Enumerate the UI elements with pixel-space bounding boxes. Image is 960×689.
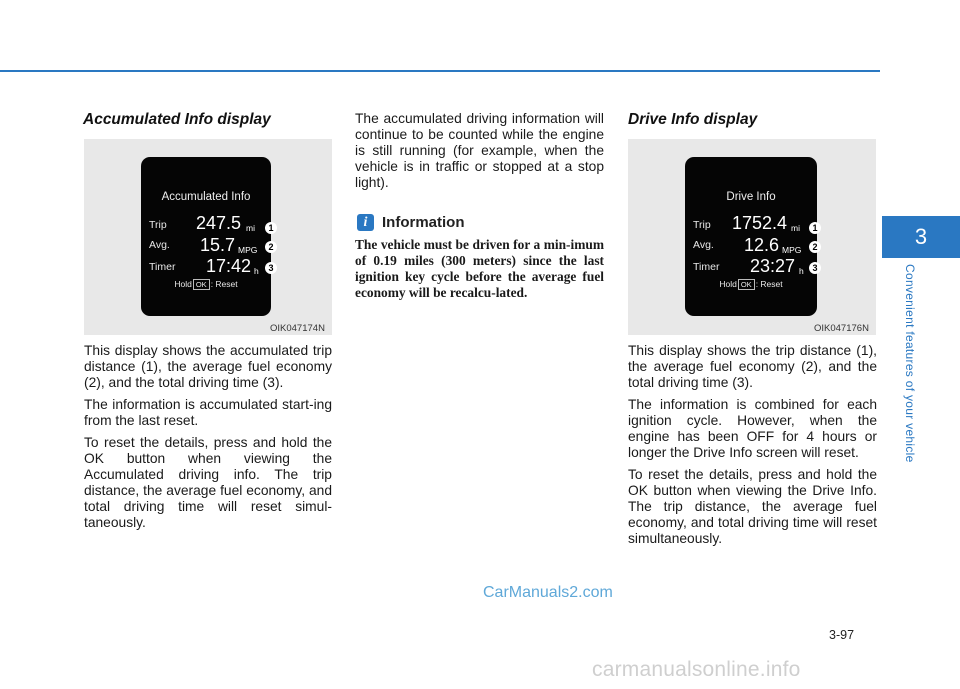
information-text: The vehicle must be driven for a min-imum of 0.19 miles (300 meters) since the last ignition key cycle before the average fuel economy will be recalcu-lated.: [355, 237, 604, 300]
paragraph: The accumulated driving information will continue to be counted while the engine is still running (for example, when the vehicle is in traffic or stopped at a stop light).: [355, 111, 604, 190]
screen-title: Accumulated Info: [161, 191, 251, 203]
trip-value: 247.5: [195, 213, 241, 233]
avg-label: Avg.: [693, 239, 714, 251]
chapter-number: 3: [914, 224, 928, 249]
figure-code: OIK047176N: [814, 323, 869, 334]
avg-unit: MPG: [238, 245, 258, 255]
callout-2: 2: [265, 241, 277, 253]
timer-unit: h: [799, 266, 804, 276]
callout-3: 3: [265, 262, 277, 274]
accumulated-figure: [84, 139, 332, 335]
avg-label: Avg.: [149, 239, 170, 251]
screen-title: Drive Info: [726, 191, 776, 203]
hold-reset-hint: [141, 279, 271, 290]
paragraph: This display shows the accumulated trip distance (1), the average fuel economy (2), and the total driving time (3).: [84, 343, 332, 390]
callout-1: 1: [809, 222, 821, 234]
trip-unit: mi: [246, 223, 255, 233]
avg-value: 12.6: [743, 235, 779, 255]
hold-suffix: : Reset: [210, 279, 238, 289]
chapter-tab: [882, 216, 960, 258]
timer-label: Timer: [149, 261, 176, 273]
hold-prefix: Hold: [174, 279, 192, 289]
trip-unit: mi: [791, 223, 800, 233]
ok-key: OK: [193, 279, 210, 290]
trip-value: 1752.4: [731, 213, 787, 233]
avg-value: 15.7: [199, 235, 235, 255]
hold-reset-hint: [685, 279, 817, 290]
drive-heading: Drive Info display: [628, 111, 758, 128]
accumulated-screen: [141, 157, 271, 316]
accumulated-body: [84, 343, 332, 537]
callout-1: 1: [265, 222, 277, 234]
drive-screen: [685, 157, 817, 316]
drive-figure: [628, 139, 876, 335]
timer-label: Timer: [693, 261, 720, 273]
paragraph: The information is accumulated start-ing from the last reset.: [84, 397, 332, 428]
footer-watermark: carmanualsonline.info: [592, 658, 801, 681]
hold-suffix: : Reset: [755, 279, 783, 289]
watermark: CarManuals2.com: [483, 584, 613, 601]
accumulated-heading: Accumulated Info display: [83, 111, 271, 128]
hold-prefix: Hold: [719, 279, 737, 289]
chapter-title: Convenient features of your vehicle: [903, 264, 917, 463]
callout-2: 2: [809, 241, 821, 253]
drive-body: [628, 343, 877, 553]
header-rule: [0, 70, 880, 72]
trip-label: Trip: [693, 219, 711, 231]
middle-body: [355, 111, 604, 197]
paragraph: To reset the details, press and hold the OK button when viewing the Accumulated driving info. The trip distance, the average fuel economy, and total driving time will reset simul-taneously.: [84, 435, 332, 530]
callout-3: 3: [809, 262, 821, 274]
information-icon: i: [357, 214, 374, 231]
ok-key: OK: [738, 279, 755, 290]
timer-value: 17:42: [205, 256, 251, 276]
timer-unit: h: [254, 266, 259, 276]
avg-unit: MPG: [782, 245, 802, 255]
page-number: 3-97: [829, 628, 855, 642]
figure-code: OIK047174N: [270, 323, 325, 334]
information-title: Information: [382, 214, 465, 231]
timer-value: 23:27: [749, 256, 795, 276]
trip-label: Trip: [149, 219, 167, 231]
paragraph: To reset the details, press and hold the OK button when viewing the Drive Info. The trip distance, the average fuel economy, and total driving time will reset simultaneously.: [628, 467, 877, 546]
paragraph: This display shows the trip distance (1), the average fuel economy (2), and the total driving time (3).: [628, 343, 877, 390]
paragraph: The information is combined for each ignition cycle. However, when the engine has been OFF for 4 hours or longer the Drive Info screen will reset.: [628, 397, 877, 460]
